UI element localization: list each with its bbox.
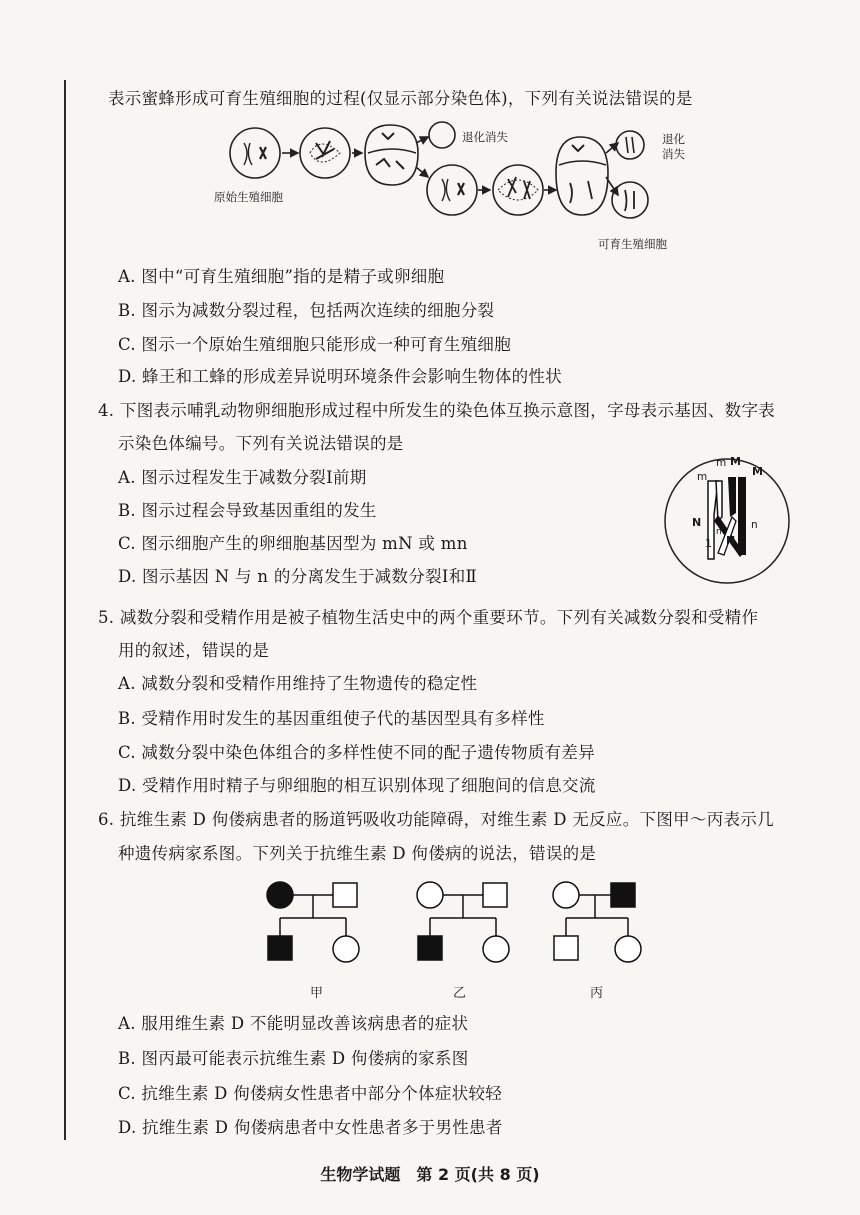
pedigree-yi <box>412 880 522 970</box>
label-degenerate-2b: 消失 <box>662 147 685 161</box>
q5-option-c: C. 减数分裂中染色体组合的多样性使不同的配子遗传物质有差异 <box>118 743 596 762</box>
q4-option-c: C. 图示细胞产生的卵细胞基因型为 mN 或 mn <box>118 534 468 553</box>
bing-mother <box>553 882 579 908</box>
jia-son-affected <box>268 936 292 960</box>
page-footer: 生物学试题 第 2 页(共 8 页) <box>320 1165 540 1184</box>
q4-option-a: A. 图示过程发生于减数分裂Ⅰ前期 <box>118 468 367 487</box>
q6-option-c: C. 抗维生素 D 佝偻病女性患者中部分个体症状较轻 <box>118 1084 503 1103</box>
gene-m-1: m <box>697 471 708 483</box>
gene-n-1: n <box>716 527 722 537</box>
q6-stem-line1: 6. 抗维生素 D 佝偻病患者的肠道钙吸收功能障碍，对维生素 D 无反应。下图甲～丙表示几 <box>98 810 774 829</box>
q3-option-a: A. 图中“可育生殖细胞”指的是精子或卵细胞 <box>118 267 445 286</box>
chromosome-crossover-figure <box>656 455 798 587</box>
gene-N-2: N <box>726 534 736 547</box>
q5-stem-line1: 5. 减数分裂和受精作用是被子植物生活史中的两个重要环节。下列有关减数分裂和受精作 <box>98 608 759 627</box>
pedigree-label-jia: 甲 <box>310 986 324 1001</box>
label-fertile-cell: 可育生殖细胞 <box>598 237 667 251</box>
jia-father <box>333 883 357 907</box>
yi-father <box>483 883 507 907</box>
label-primordial-cell: 原始生殖细胞 <box>214 190 283 204</box>
q3-option-b: B. 图示为减数分裂过程，包括两次连续的细胞分裂 <box>118 301 495 320</box>
chromosome-number-1: 1 <box>705 537 712 550</box>
q3-option-d: D. 蜂王和工蜂的形成差异说明环境条件会影响生物体的性状 <box>118 367 563 386</box>
bing-daughter <box>615 936 641 962</box>
q6-option-a: A. 服用维生素 D 不能明显改善该病患者的症状 <box>118 1014 469 1033</box>
q3-stem: 表示蜜蜂形成可育生殖细胞的过程(仅显示部分染色体)，下列有关说法错误的是 <box>108 89 693 108</box>
q4-option-d: D. 图示基因 N 与 n 的分离发生于减数分裂Ⅰ和Ⅱ <box>118 567 478 586</box>
q6-stem-line2: 种遗传病家系图。下列关于抗维生素 D 佝偻病的说法，错误的是 <box>118 844 597 863</box>
q6-option-b: B. 图丙最可能表示抗维生素 D 佝偻病的家系图 <box>118 1049 469 1068</box>
gene-n-2: n <box>751 519 758 531</box>
pedigree-label-yi: 乙 <box>453 986 467 1001</box>
binding-margin-line <box>64 80 66 1140</box>
yi-mother <box>417 882 443 908</box>
yi-daughter <box>483 936 509 962</box>
gene-M-2: M <box>752 465 763 478</box>
pedigree-jia <box>262 880 372 970</box>
q6-option-d: D. 抗维生素 D 佝偻病患者中女性患者多于男性患者 <box>118 1118 503 1137</box>
gene-m-2: m <box>716 457 727 469</box>
gene-N-1: N <box>692 516 702 529</box>
label-degenerate-2a: 退化 <box>662 132 685 146</box>
q5-option-d: D. 受精作用时精子与卵细胞的相互识别体现了细胞间的信息交流 <box>118 776 596 795</box>
q3-option-c: C. 图示一个原始生殖细胞只能形成一种可育生殖细胞 <box>118 335 512 354</box>
q5-option-a: A. 减数分裂和受精作用维持了生物遗传的稳定性 <box>118 674 478 693</box>
jia-mother-affected <box>267 882 293 908</box>
q4-stem-line2: 示染色体编号。下列有关说法错误的是 <box>118 434 404 453</box>
label-degenerate-1: 退化消失 <box>462 130 508 144</box>
q4-option-b: B. 图示过程会导致基因重组的发生 <box>118 501 377 520</box>
jia-daughter <box>333 936 359 962</box>
yi-son-affected <box>418 936 442 960</box>
pedigree-bing <box>548 880 658 970</box>
bing-father-affected <box>611 883 635 907</box>
chromosome-number-2: 2 <box>738 533 745 546</box>
gene-M-1: M <box>730 455 741 468</box>
pedigree-label-bing: 丙 <box>590 986 604 1001</box>
bing-son <box>554 936 578 960</box>
q5-stem-line2: 用的叙述，错误的是 <box>118 641 270 660</box>
q5-option-b: B. 受精作用时发生的基因重组使子代的基因型具有多样性 <box>118 709 545 728</box>
q4-stem-line1: 4. 下图表示哺乳动物卵细胞形成过程中所发生的染色体互换示意图，字母表示基因、数字表 <box>98 401 776 420</box>
